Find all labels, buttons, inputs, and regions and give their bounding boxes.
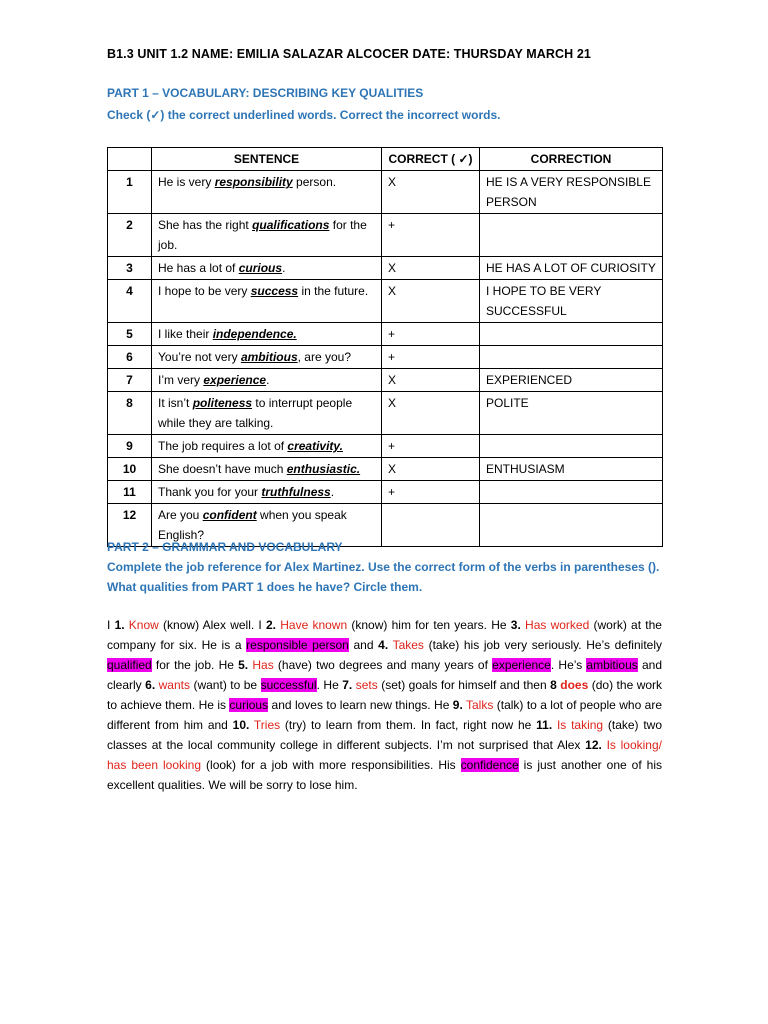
underlined-word: ambitious — [240, 350, 298, 364]
row-number: 5 — [108, 323, 152, 346]
table-row — [108, 435, 663, 458]
highlighted-quality: ambitious — [586, 658, 638, 672]
row-sentence — [152, 481, 382, 504]
highlighted-quality: responsible person — [246, 638, 349, 652]
table-row — [108, 481, 663, 504]
sentence-text: . — [330, 485, 335, 499]
paragraph-text: I — [107, 618, 115, 632]
sentence-text: I like their — [158, 327, 213, 341]
sentence-text: You’re not very — [158, 350, 241, 364]
sentence-text: Thank you for your — [158, 485, 262, 499]
sentence-text: in the future. — [298, 284, 369, 298]
item-number: 3. — [510, 618, 521, 632]
paragraph-text: (take) two classes at the local community college in different subjects. I’m not surprised that Alex — [107, 718, 663, 752]
table-row — [108, 392, 663, 435]
sentence-text: I’m very — [158, 373, 204, 387]
row-sentence — [152, 392, 382, 435]
paragraph-text: (have) two degrees and many years of — [273, 658, 493, 672]
highlighted-quality: experience — [492, 658, 551, 672]
sentence-text: for the job. — [158, 218, 367, 252]
row-correction: ENTHUSIASM — [480, 458, 663, 481]
row-mark — [382, 504, 480, 547]
sentence-text: to interrupt people while they are talking. — [158, 396, 353, 430]
sentence-text: person. — [292, 175, 337, 189]
row-correction: HE HAS A LOT OF CURIOSITY — [480, 257, 663, 280]
row-correction: POLITE — [480, 392, 663, 435]
underlined-word: politeness — [192, 396, 253, 410]
verb-answer: Talks — [462, 698, 494, 712]
verb-answer: Have known — [276, 618, 348, 632]
verb-answer: Is looking/ has been looking — [107, 738, 662, 772]
paragraph-text: (talk) to a lot of people who are different from him and — [107, 698, 663, 732]
verb-answer: Tries — [249, 718, 281, 732]
item-number: 4. — [378, 638, 389, 652]
table-row — [108, 323, 663, 346]
highlighted-quality: qualified — [107, 658, 152, 672]
part2-instruction: Complete the job reference for Alex Martinez. Use the correct form of the verbs in parentheses (). What qualities from PART 1 does he have? Circle them. — [107, 560, 660, 594]
row-number: 11 — [108, 481, 152, 504]
table-row — [108, 458, 663, 481]
table-header-row — [108, 148, 663, 171]
paragraph-text: for the job. He — [151, 658, 239, 672]
row-sentence — [152, 171, 382, 214]
paragraph-text: is just another one of his excellent qualities. We will be sorry to lose him. — [107, 758, 662, 792]
paragraph-text: (try) to learn from them. In fact, right now he — [280, 718, 537, 732]
sentence-text: when you speak English? — [158, 508, 347, 542]
table-row — [108, 214, 663, 257]
row-mark: + — [382, 323, 480, 346]
highlighted-quality: successful — [260, 678, 317, 692]
item-number: 6. — [145, 678, 156, 692]
item-number: 2. — [265, 618, 276, 632]
underlined-word: enthusiastic. — [286, 462, 361, 476]
item-number: 12. — [585, 738, 602, 752]
row-correction — [480, 481, 663, 504]
row-number: 3 — [108, 257, 152, 280]
paragraph-text: and — [348, 638, 379, 652]
row-number: 9 — [108, 435, 152, 458]
item-number: 5. — [238, 658, 249, 672]
row-mark: X — [382, 257, 480, 280]
row-mark: X — [382, 171, 480, 214]
sentence-text: He has a lot of — [158, 261, 239, 275]
verb-answer: Has — [248, 658, 274, 672]
sentence-text: . — [266, 373, 270, 387]
paragraph-text: . He’s — [550, 658, 587, 672]
sentence-text: He is very — [158, 175, 215, 189]
row-number: 8 — [108, 392, 152, 435]
highlighted-quality: confidence — [460, 758, 519, 772]
row-sentence — [152, 346, 382, 369]
row-correction: I HOPE TO BE VERY SUCCESSFUL — [480, 280, 663, 323]
row-mark: X — [382, 458, 480, 481]
vocabulary-table — [107, 147, 663, 547]
paragraph-text: and loves to learn new things. He — [268, 698, 453, 712]
part2-title: PART 2 – GRAMMAR AND VOCABULARY — [107, 540, 343, 554]
paragraph-text: (look) for a job with more responsibilities. His — [201, 758, 461, 772]
table-row — [108, 257, 663, 280]
row-number: 6 — [108, 346, 152, 369]
row-sentence — [152, 214, 382, 257]
underlined-word: independence. — [212, 327, 297, 341]
row-sentence — [152, 369, 382, 392]
sentence-text: It isn’t — [158, 396, 193, 410]
underlined-word: truthfulness — [261, 485, 331, 499]
paragraph-text: and clearly — [107, 658, 662, 692]
paragraph-text: (know) him for ten years. He — [347, 618, 511, 632]
row-sentence — [152, 280, 382, 323]
paragraph-text: (know) Alex well. I — [158, 618, 266, 632]
row-correction — [480, 214, 663, 257]
row-correction — [480, 323, 663, 346]
row-number: 1 — [108, 171, 152, 214]
sentence-text: The job requires a lot of — [158, 439, 288, 453]
paragraph-text: (do) the work to achieve them. He is — [107, 678, 663, 712]
paragraph-text: . He — [316, 678, 343, 692]
underlined-word: responsibility — [214, 175, 293, 189]
verb-answer: Has worked — [520, 618, 590, 632]
verb-answer: Know — [124, 618, 159, 632]
highlighted-quality: curious — [229, 698, 269, 712]
row-correction — [480, 504, 663, 547]
underlined-word: creativity. — [287, 439, 343, 453]
row-number: 4 — [108, 280, 152, 323]
underlined-word: confident — [202, 508, 257, 522]
row-sentence — [152, 323, 382, 346]
underlined-word: experience — [203, 373, 267, 387]
row-mark: X — [382, 280, 480, 323]
sentence-text: Are you — [158, 508, 203, 522]
item-number: 8 — [550, 678, 557, 692]
verb-answer: Takes — [388, 638, 424, 652]
row-correction — [480, 435, 663, 458]
verb-answer: Is taking — [552, 718, 604, 732]
underlined-word: curious — [238, 261, 283, 275]
row-mark: X — [382, 392, 480, 435]
paragraph-text: (work) at the company for six. He is a — [107, 618, 662, 652]
verb-answer: sets — [352, 678, 378, 692]
sentence-text: She doesn’t have much — [158, 462, 287, 476]
sentence-text: . — [282, 261, 286, 275]
item-number: 9. — [452, 698, 463, 712]
row-correction — [480, 346, 663, 369]
col-correction: CORRECTION — [480, 148, 663, 171]
row-number: 12 — [108, 504, 152, 547]
sentence-text: , are you? — [297, 350, 351, 364]
paragraph-text: (want) to be — [190, 678, 261, 692]
col-correct: CORRECT ( ✓) — [382, 148, 480, 171]
row-mark: X — [382, 369, 480, 392]
part1-instruction: Check (✓) the correct underlined words. Correct the incorrect words. — [107, 108, 501, 122]
verb-answer: does — [556, 678, 589, 692]
sentence-text: She has the right — [158, 218, 253, 232]
col-sentence: SENTENCE — [152, 148, 382, 171]
table-row — [108, 369, 663, 392]
table-row — [108, 171, 663, 214]
paragraph-text: (set) goals for himself and then — [377, 678, 551, 692]
table-row — [108, 346, 663, 369]
table-row — [108, 280, 663, 323]
row-sentence — [152, 435, 382, 458]
row-number: 10 — [108, 458, 152, 481]
paragraph-text: (take) his job very seriously. He’s definitely — [423, 638, 662, 652]
row-mark: + — [382, 435, 480, 458]
row-sentence — [152, 257, 382, 280]
row-mark: + — [382, 214, 480, 257]
item-number: 11. — [536, 718, 553, 732]
col-number — [108, 148, 152, 171]
row-correction: EXPERIENCED — [480, 369, 663, 392]
part1-title: PART 1 – VOCABULARY: DESCRIBING KEY QUALITIES — [107, 86, 424, 100]
worksheet-header: B1.3 UNIT 1.2 NAME: EMILIA SALAZAR ALCOCER DATE: THURSDAY MARCH 21 — [107, 47, 591, 61]
row-number: 7 — [108, 369, 152, 392]
row-number: 2 — [108, 214, 152, 257]
job-reference-paragraph — [107, 615, 662, 795]
verb-answer: wants — [155, 678, 190, 692]
row-correction: HE IS A VERY RESPONSIBLE PERSON — [480, 171, 663, 214]
underlined-word: qualifications — [252, 218, 330, 232]
row-mark: + — [382, 481, 480, 504]
sentence-text: I hope to be very — [158, 284, 251, 298]
item-number: 7. — [342, 678, 353, 692]
item-number: 10. — [232, 718, 250, 732]
row-sentence — [152, 458, 382, 481]
item-number: 1. — [114, 618, 125, 632]
underlined-word: success — [250, 284, 299, 298]
row-mark: + — [382, 346, 480, 369]
